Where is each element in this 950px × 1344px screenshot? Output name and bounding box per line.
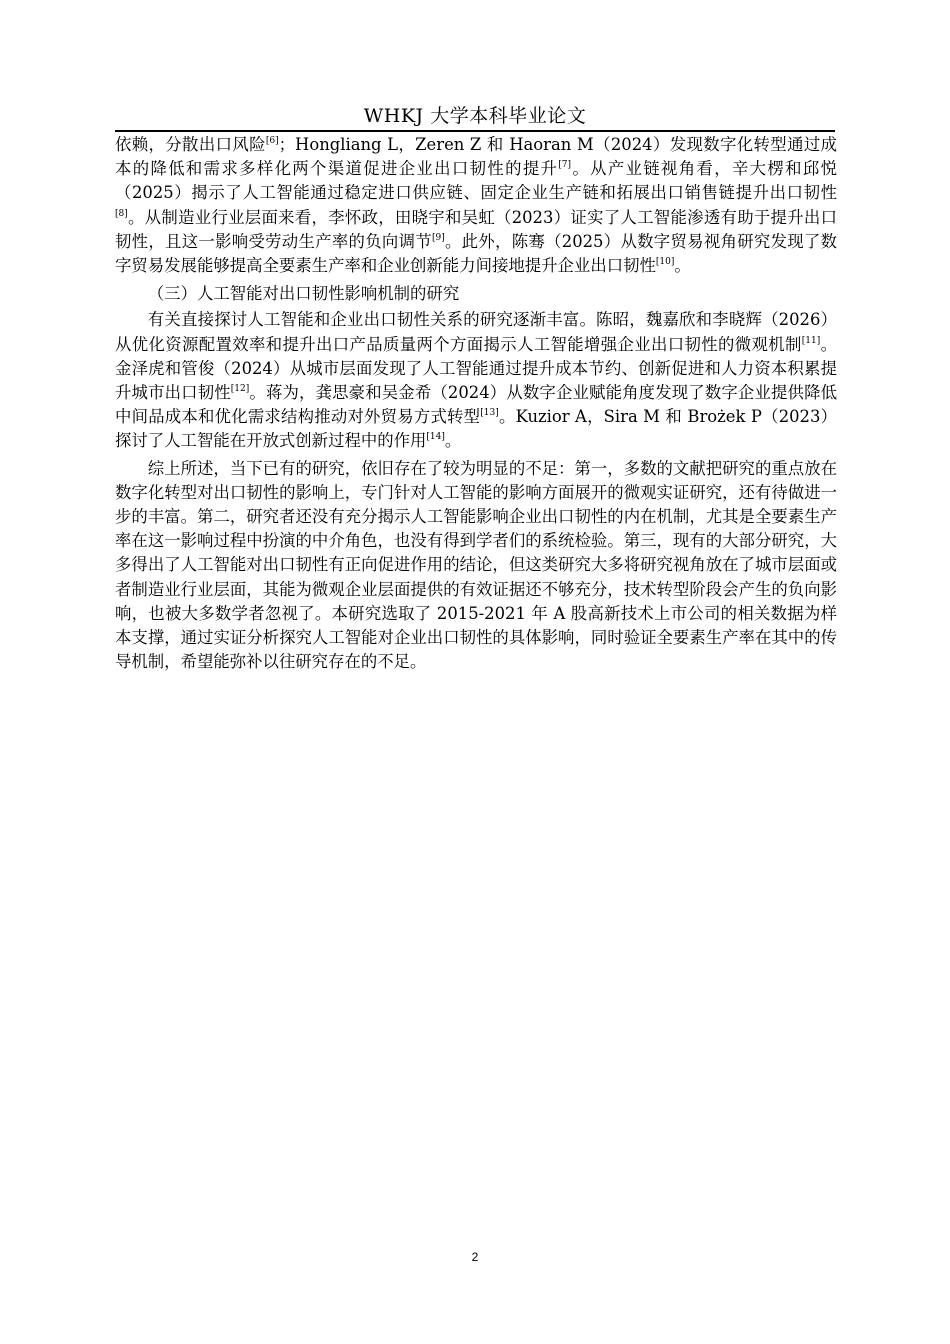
text-run: 依赖，分散出口风险 xyxy=(115,135,266,154)
page-number: 2 xyxy=(471,1250,479,1264)
text-run: 。从产业链视角看，辛大楞和邱悦（2025）揭示了人工智能通过稳定进口供应链、固定企业生产链和拓展出口销售链提升出口韧性 xyxy=(115,159,837,203)
citation-ref: [10] xyxy=(655,257,675,268)
text-run: 。从制造业行业层面来看，李怀政，田晓宇和吴虹（2023）证实了人工智能渗透有助于提升出口韧性，且这一影响受劳动生产率的负向调节 xyxy=(115,207,837,251)
text-run: 。此外，陈骞（2025）从数字贸易视角研究发现了数字贸易发展能够提高全要素生产率和企业创新能力间接地提升企业出口韧性 xyxy=(115,231,838,276)
citation-ref: [11] xyxy=(801,335,821,346)
text-run: 。金泽虎和管俊（2024）从城市层面发现了人工智能通过提升成本节约、创新促进和人力资本积累提升城市出口韧性 xyxy=(115,334,838,403)
running-header xyxy=(115,103,835,129)
text-run: 。Kuzior A，Sira M 和 Brożek P（2023）探讨了人工智能在开放式创新过程中的作用 xyxy=(115,407,838,451)
text-run: 。 xyxy=(444,431,462,451)
citation-ref: [13] xyxy=(480,408,499,419)
paragraph-mechanism xyxy=(115,308,837,453)
text-run: 有关直接探讨人工智能和企业出口韧性关系的研究逐渐丰富。陈昭，魏嘉欣和李晓辉（2026）从优化资源配置效率和提升出口产品质量两个方面揭示人工智能增强企业出口韧性的微观机制 xyxy=(115,310,837,354)
citation-ref: [12] xyxy=(230,384,250,395)
header-rule xyxy=(115,130,835,132)
citation-ref: [8] xyxy=(115,208,128,219)
citation-ref: [14] xyxy=(426,432,445,443)
text-run: 。 xyxy=(674,256,691,276)
paragraph-summary: 综上所述，当下已有的研究，依旧存在了较为明显的不足：第一，多数的文献把研究的重点放在数字化转型对出口韧性的影响上，专门针对人工智能的影响方面展开的微观实证研究，还有待做进一步的丰富。第二，研究者还没有充分揭示人工智能影响企业出口韧性的内在机制，尤其是全要素生产率在这一影响过程中扮演的中介角色，也没有得到学者们的系统检验。第三，现有的大部分研究，大多得出了人工智能对出口韧性有正向促进作用的结论，但这类研究大多将研究视角放在了城市层面或者制造业行业层面，其能为微观企业层面提供的有效证据还不够充分，技术转型阶段会产生的负向影响，也被大多数学者忽视了。本研究选取了 2015-2021 年 A 股高新技术上市公司的相关数据为样本支撑，通过实证分析探究人工智能对企业出口韧性的具体影响，同时验证全要素生产率在其中的传导机制，希望能弥补以往研究存在的不足。 xyxy=(115,458,837,672)
section-heading: （三）人工智能对出口韧性影响机制的研究 xyxy=(147,284,460,304)
paragraph-continuation xyxy=(115,133,837,278)
header-title: WHKJ 大学本科毕业论文 xyxy=(363,105,587,127)
text-run: 。蒋为，龚思豪和吴金希（2024）从数字企业赋能角度发现了数字企业提供降低中间品成本和优化需求结构推动对外贸易方式转型 xyxy=(115,383,838,427)
body-text xyxy=(115,133,837,674)
citation-ref: [6] xyxy=(265,136,279,146)
citation-ref: [9] xyxy=(431,232,445,243)
citation-ref: [7] xyxy=(558,160,572,171)
text-run: ；Hongliang L，Zeren Z 和 Haoran M（2024）发现数字化转型通过成本的降低和需求多样化两个渠道促进企业出口韧性的提升 xyxy=(115,135,837,179)
